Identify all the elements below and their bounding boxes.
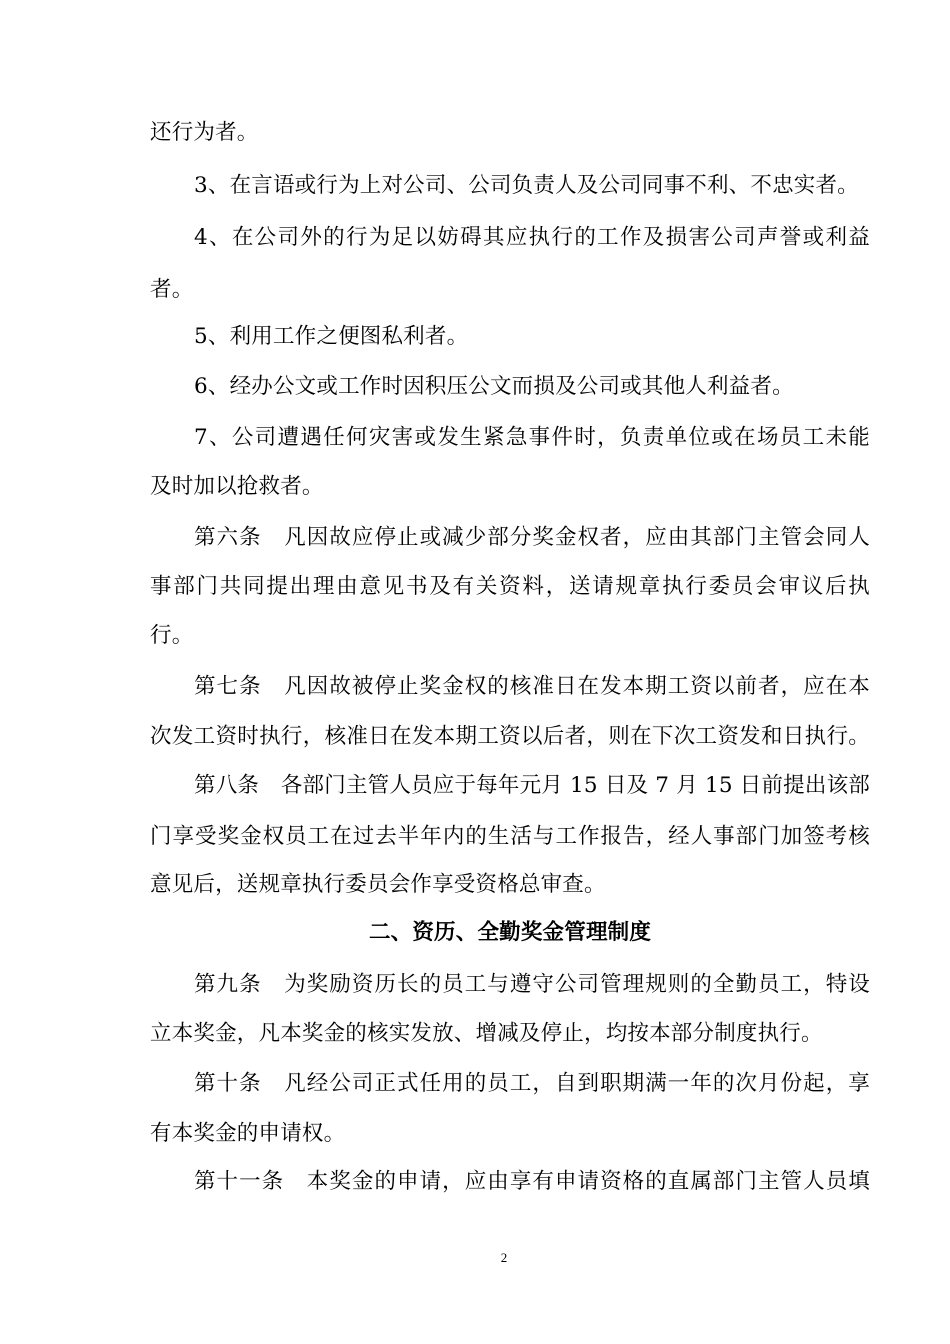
text-line: 次发工资时执行，核准日在发本期工资以后者，则在下次工资发和日执行。 xyxy=(150,724,870,749)
text-line: 行。 xyxy=(150,623,194,648)
text-line: 3、在言语或行为上对公司、公司负责人及公司同事不利、不忠实者。 xyxy=(194,173,859,198)
text-line: 还行为者。 xyxy=(150,120,259,145)
article-line: 第十条 凡经公司正式任用的员工，自到职期满一年的次月份起，享 xyxy=(194,1071,870,1096)
text-line: 立本奖金，凡本奖金的核实发放、增减及停止，均按本部分制度执行。 xyxy=(150,1021,823,1046)
article-line: 第八条 各部门主管人员应于每年元月 15 日及 7 月 15 日前提出该部 xyxy=(194,773,870,798)
text-line: 及时加以抢救者。 xyxy=(150,474,324,499)
article-line: 第十一条 本奖金的申请，应由享有申请资格的直属部门主管人员填 xyxy=(194,1169,870,1194)
text-line: 4、在公司外的行为足以妨碍其应执行的工作及损害公司声誉或利益 xyxy=(194,225,870,250)
text-line: 者。 xyxy=(150,277,194,302)
article-line: 第六条 凡因故应停止或减少部分奖金权者，应由其部门主管会同人 xyxy=(194,525,870,550)
text-line: 5、利用工作之便图私利者。 xyxy=(194,324,469,349)
text-line: 6、经办公文或工作时因积压公文而损及公司或其他人利益者。 xyxy=(194,374,794,399)
text-line: 有本奖金的申请权。 xyxy=(150,1121,346,1146)
text-line: 事部门共同提出理由意见书及有关资料，送请规章执行委员会审议后执 xyxy=(150,574,870,599)
article-line: 第七条 凡因故被停止奖金权的核准日在发本期工资以前者，应在本 xyxy=(194,674,870,699)
page-number: 2 xyxy=(500,1250,508,1265)
text-line: 7、公司遭遇任何灾害或发生紧急事件时，负责单位或在场员工未能 xyxy=(194,425,870,450)
text-line: 门享受奖金权员工在过去半年内的生活与工作报告，经人事部门加签考核 xyxy=(150,824,870,849)
text-line: 意见后，送规章执行委员会作享受资格总审查。 xyxy=(150,872,606,897)
article-line: 第九条 为奖励资历长的员工与遵守公司管理规则的全勤员工，特设 xyxy=(194,972,870,997)
section-heading: 二、资历、全勤奖金管理制度 xyxy=(368,920,652,945)
